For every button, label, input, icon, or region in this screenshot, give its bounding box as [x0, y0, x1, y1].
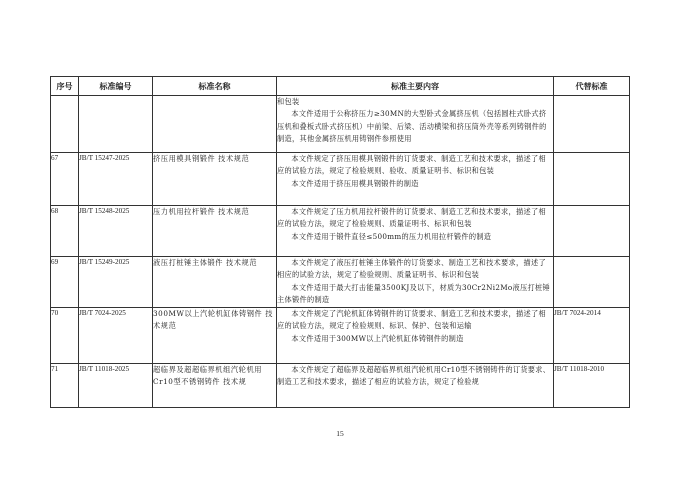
standard-name: 液压打桩锤主体锻件 技术规范 [153, 257, 277, 308]
content-paragraph: 本文件适用于挤压用模具钢锻件的制造 [291, 178, 419, 188]
row-number: 70 [51, 308, 79, 364]
standard-content [277, 308, 554, 364]
content-paragraph: 本文件规定了压力机用拉杆锻件的订货要求、制造工艺和技术要求，描述了相应的试验方法，规定了检验规则、质量证明书、标识和包装 [277, 207, 546, 229]
standard-content [277, 153, 554, 206]
header-code: 标准编号 [79, 77, 153, 96]
continuation-content [277, 96, 554, 153]
standard-code: JB/T 15249-2025 [79, 257, 153, 308]
replaced-standard [554, 206, 630, 257]
row-number: 68 [51, 206, 79, 257]
standard-code: JB/T 7024-2025 [79, 308, 153, 364]
continuation-row [51, 96, 630, 153]
continuation-line: 和包装 [277, 97, 300, 106]
header-replace: 代替标准 [554, 77, 630, 96]
header-content: 标准主要内容 [277, 77, 554, 96]
table-row [51, 308, 630, 364]
replaced-standard: JB/T 11018-2010 [554, 364, 630, 408]
table-row [51, 153, 630, 206]
table-header-row [51, 77, 630, 96]
standard-name: 超临界及超超临界机组汽轮机用Cr10型不锈钢铸件 技术规 [153, 364, 277, 408]
standard-content [277, 257, 554, 308]
replaced-standard [554, 153, 630, 206]
row-number: 71 [51, 364, 79, 408]
content-paragraph: 本文件适用于300MW以上汽轮机缸体铸钢件的制造 [291, 333, 464, 343]
replaced-standard [554, 257, 630, 308]
row-number: 67 [51, 153, 79, 206]
standard-content [277, 206, 554, 257]
content-paragraph: 本文件规定了液压打桩锤主体锻件的订货要求、制造工艺和技术要求，描述了相应的试验方法，规定了检验规则、质量证明书、标识和包装 [277, 258, 546, 280]
header-seq: 序号 [51, 77, 79, 96]
table-row [51, 257, 630, 308]
standard-code: JB/T 15248-2025 [79, 206, 153, 257]
standard-name: 压力机用拉杆锻件 技术规范 [153, 206, 277, 257]
continuation-paragraph: 本文件适用于公称挤压力≥30MN的大型卧式金属挤压机（包括圆柱式卧式挤压机和叠板式卧式挤压机）中前梁、后梁、活动横梁和挤压筒外壳等系列铸钢件的制造，其他金属挤压机用铸钢件参照使用 [277, 109, 547, 143]
content-paragraph: 本文件适用于锻件直径≤500mm的压力机用拉杆锻件的制造 [291, 231, 492, 241]
standard-content [277, 364, 554, 408]
standard-code: JB/T 11018-2025 [79, 364, 153, 408]
content-paragraph: 本文件规定了挤压用模具钢锻件的订货要求、制造工艺和技术要求，描述了相应的试验方法，规定了检验规则、验收、质量证明书、标识和包装 [277, 154, 546, 176]
table-row [51, 364, 630, 408]
table-row [51, 206, 630, 257]
replaced-standard: JB/T 7024-2014 [554, 308, 630, 364]
row-number: 69 [51, 257, 79, 308]
standard-name: 300MW以上汽轮机缸体铸钢件 技术规范 [153, 308, 277, 364]
content-paragraph: 本文件规定了超临界及超超临界机组汽轮机用Cr10型不锈钢铸件的订货要求、制造工艺和技术要求，描述了相应的试验方法，规定了检验规 [277, 365, 551, 387]
content-paragraph: 本文件规定了汽轮机缸体铸钢件的订货要求、制造工艺和技术要求，描述了相应的试验方法，规定了检验规则、标识、保护、包装和运输 [277, 309, 546, 331]
standard-name: 挤压用模具钢锻件 技术规范 [153, 153, 277, 206]
header-name: 标准名称 [153, 77, 277, 96]
content-paragraph: 本文件适用于最大打击能量3500KJ及以下，材质为30Cr2Ni2Mo液压打桩锤主体锻件的制造 [277, 282, 550, 304]
standards-table [50, 76, 630, 408]
standard-code: JB/T 15247-2025 [79, 153, 153, 206]
page-number: 15 [336, 429, 344, 438]
